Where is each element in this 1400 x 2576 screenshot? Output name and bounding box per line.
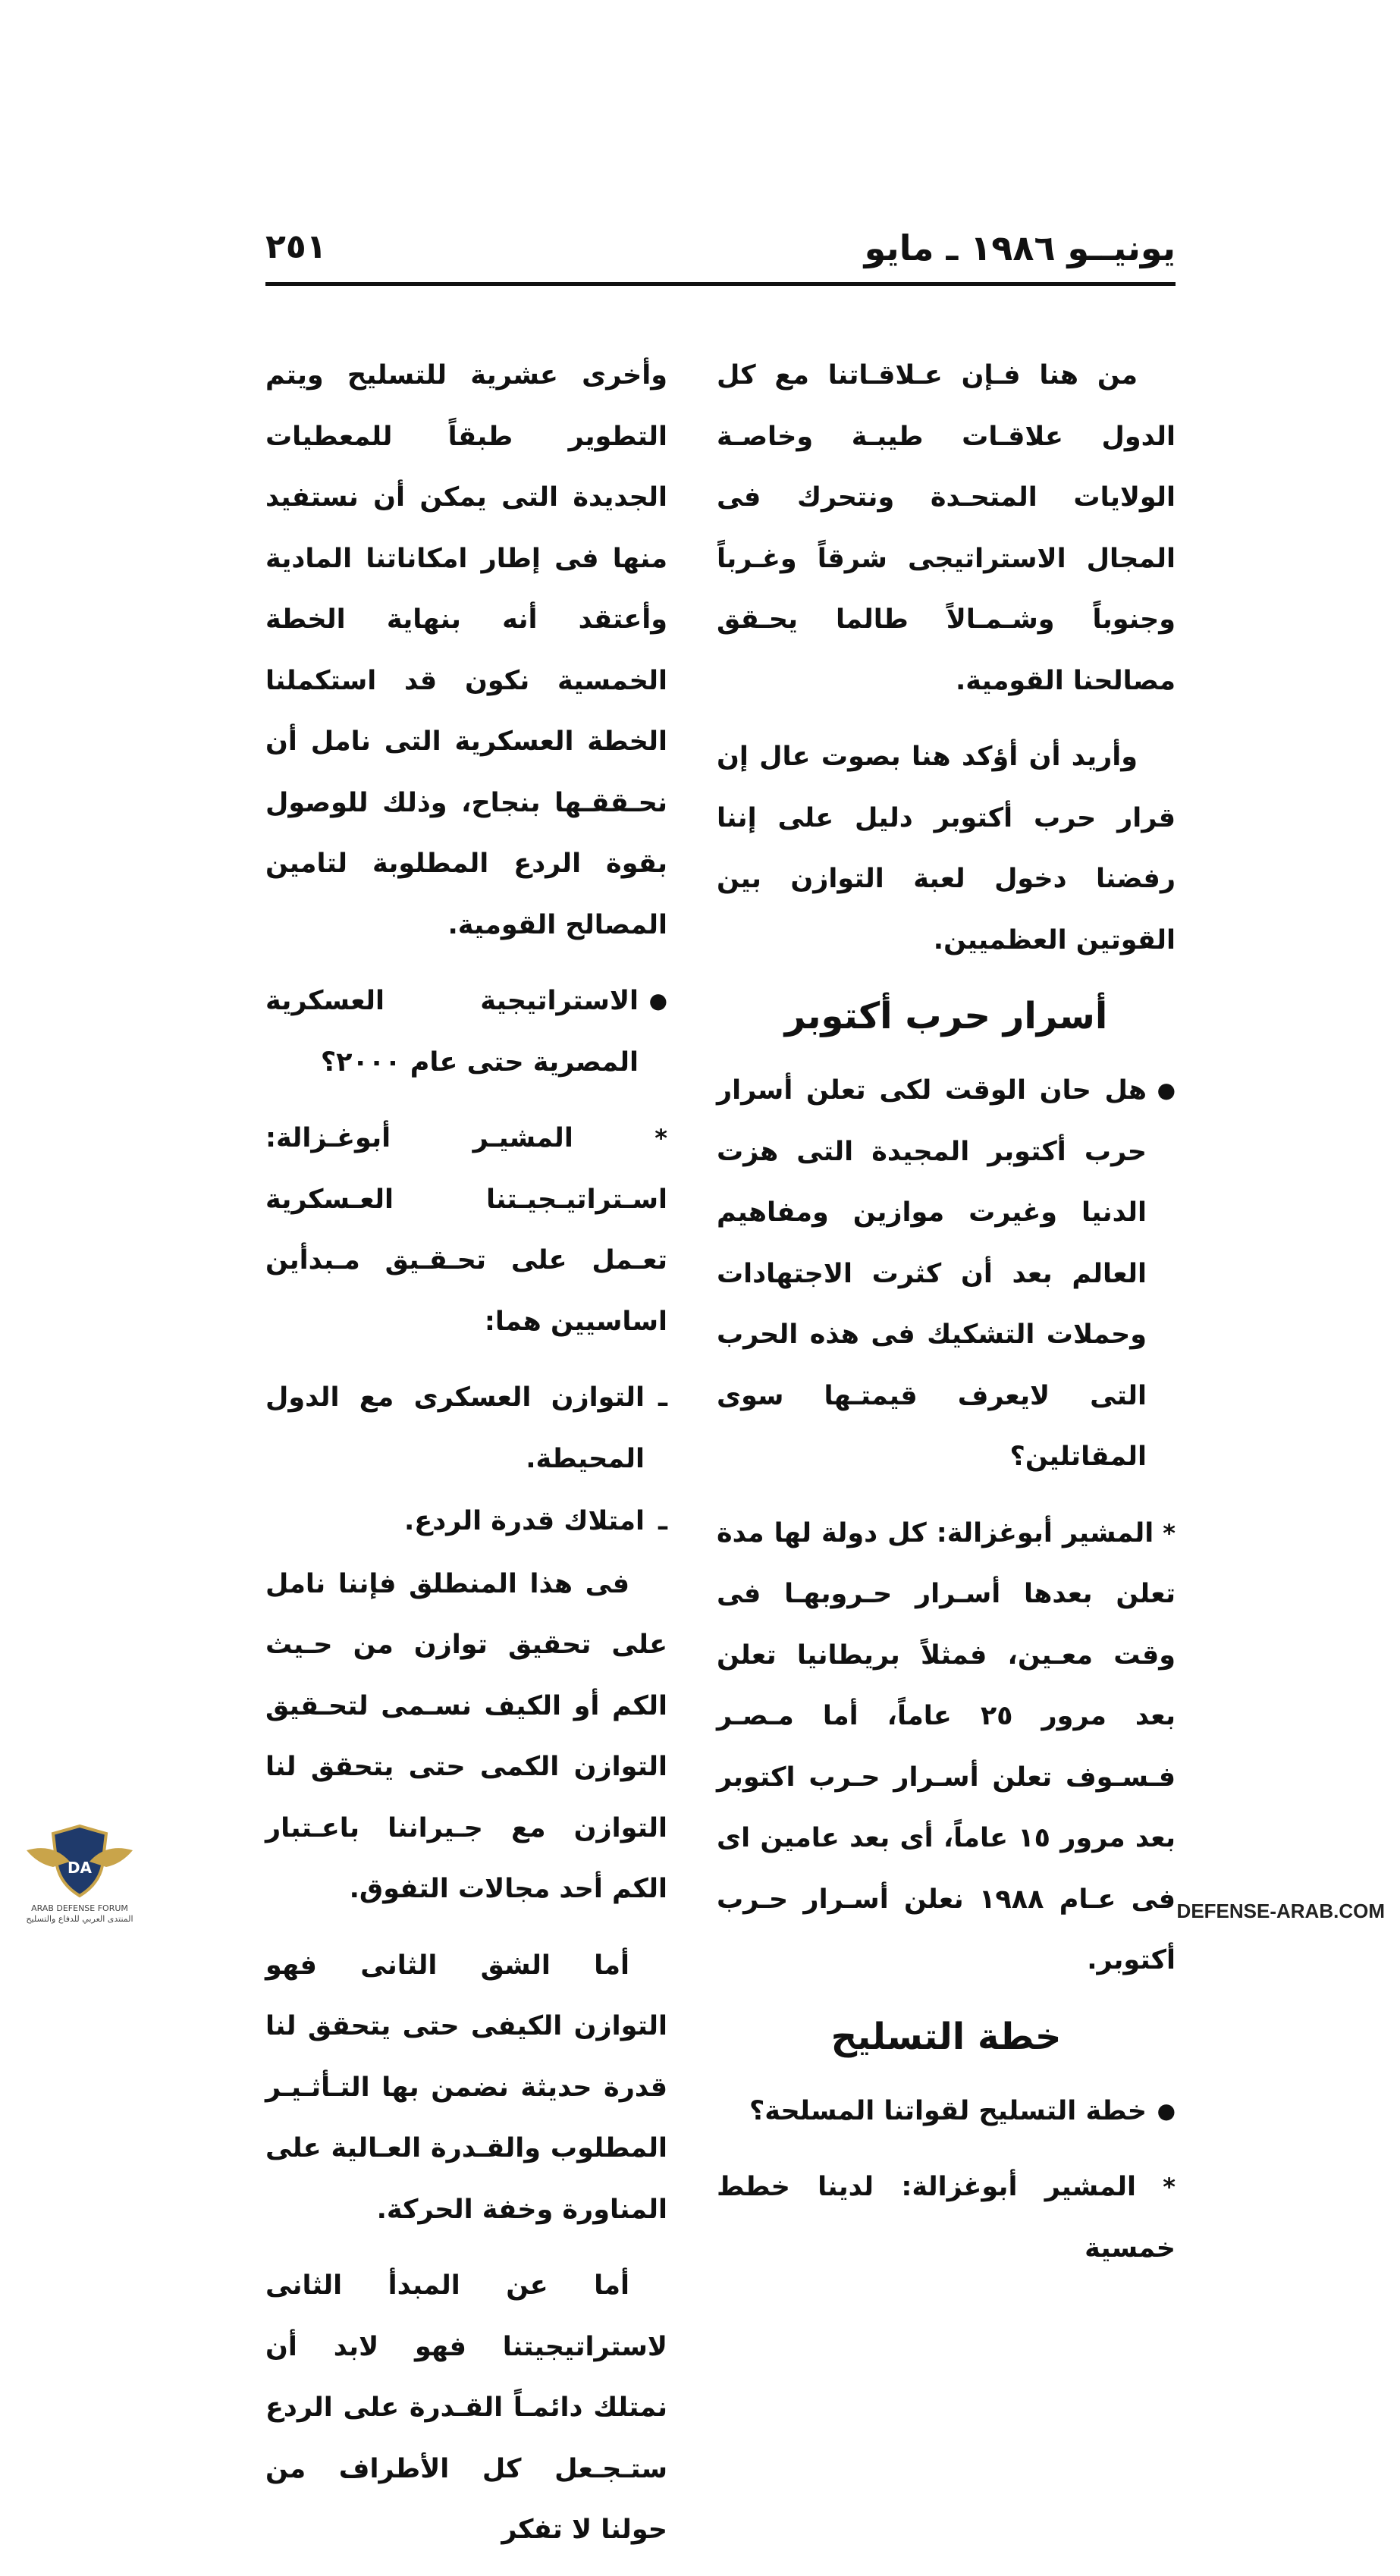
paragraph: من هنا فـإن عـلاقـاتنا مع كل الدول علاقـات طيبـة وخاصـة الولايات المتحـدة ونتحرك فى المجال الاستراتيجى شرقاً وغـرباً وجنوباً وشـمـالاً طالما يحـقق مصالحنا القومية.: [717, 360, 1176, 696]
bullet-icon: ●: [648, 988, 667, 1013]
answer-paragraph: [717, 1503, 1176, 1991]
paragraph: وأريد أن أؤكد هنا بصوت عال إن قرار حرب أكتوبر دليل على إننا رفضنا دخول لعبة التوازن بين القوتين العظميين.: [717, 742, 1176, 955]
logo-caption-en: ARAB DEFENSE FORUM: [31, 1903, 128, 1913]
answer-text: المشيـر أبوغـزالة: اسـتراتيـجيـتنا العـسكرية تعـمل على تحـقـيق مـبدأين اساسيين هما:: [265, 1123, 667, 1337]
paragraph: فى هذا المنطلق فإننا نامل على تحقيق توازن من حـيث الكم أو الكيف نسـمى لتحـقيق التوازن الكمى حتى يتحقق لنا التوازن مع جـيراننا باعـتبار الكم أحد مجالات التفوق.: [265, 1568, 667, 1904]
issue-date-title: يونيــو ١٩٨٦ ـ مايو: [864, 227, 1176, 268]
dash-icon: ـ: [658, 1382, 667, 1413]
page-number: ٢٥١: [265, 227, 327, 266]
left-column: [265, 345, 667, 2576]
question-bullet: [717, 1060, 1176, 1488]
star-icon: *: [1154, 1518, 1176, 1548]
list-item-text: التوازن العسكرى مع الدول المحيطة.: [265, 1382, 645, 1474]
section-heading: أسرار حرب أكتوبر: [784, 995, 1108, 1037]
list-item-text: امتلاك قدرة الردع.: [404, 1506, 645, 1536]
arab-defense-forum-logo: [23, 1820, 137, 1930]
logo-caption-ar: المنتدى العربي للدفاع والتسليح: [26, 1914, 133, 1924]
question-text: خطة التسليح لقواتنا المسلحة؟: [749, 2095, 1147, 2126]
shield-eagle-icon: [23, 1820, 137, 1903]
answer-text: المشير أبوغزالة: كل دولة لها مدة تعلن بعدها أسـرار حـروبهـا فى وقت معـين، فمثلاً بريطانيا تعلن بعد مرور ٢٥ عاماً، أما مـصـر فـسـوف تعلن أسـرار حـرب اكتوبر بعد مرور ١٥ عاماً، أى بعد عامين اى فى عـام ١٩٨٨ نعلن أسـرار حـرب أكتوبر.: [717, 1517, 1176, 1975]
section-heading: خطة التسليح: [830, 2015, 1062, 2058]
answer-paragraph: [265, 1108, 667, 1352]
bullet-icon: ●: [1157, 1078, 1176, 1103]
question-text: الاستراتيجية العسكرية المصرية حتى عام ٢٠٠٠؟: [265, 986, 639, 1078]
answer-text: المشير أبوغزالة: لدينا خطط خمسية: [717, 2172, 1176, 2264]
question-bullet: [717, 2081, 1176, 2142]
list-item: [265, 1367, 667, 1489]
question-bullet: [265, 971, 667, 1093]
dash-icon: ـ: [658, 1506, 667, 1536]
header-rule: [265, 282, 1176, 286]
logo-mark: DA: [67, 1859, 93, 1877]
question-text: هل حان الوقت لكى تعلن أسرار حرب أكتوبر المجيدة التى هزت الدنيا وغيرت موازين ومفاهيم العالم بعد أن كثرت الاجتهادات وحملات التشكيك فى هذه الحرب التى لايعرف قيمتـها سوى المقاتلين؟: [717, 1075, 1147, 1472]
answer-paragraph: [717, 2157, 1176, 2279]
star-icon: *: [1136, 2173, 1176, 2201]
bullet-icon: ●: [1157, 2098, 1176, 2123]
list-item: [265, 1491, 667, 1552]
paragraph: أما الشق الثانى فهو التوازن الكيفى حتى يتحقق لنا قدرة حديثة نضمن بها التـأثـيـر المطلوب والقـدرة العـالية على المناورة وخفة الحركة.: [265, 1950, 667, 2225]
paragraph: أما عن المبدأ الثانى لاستراتيجيتنا فهو لابد أن نمتلك دائمـاً القـدرة على الردع ستـجـعل كل الأطراف من حولنا لا تفكر: [265, 2270, 667, 2545]
right-column: [717, 345, 1176, 2294]
site-watermark: DEFENSE-ARAB.COM: [1176, 1900, 1385, 1922]
paragraph: وأخرى عشرية للتسليح ويتم التطوير طبقاً للمعطيات الجديدة التى يمكن أن نستفيد منها فى إطار امكاناتنا المادية وأعتقد أنه بنهاية الخطة الخمسية نكون قد استكملنا الخطة العسكرية التى نامل أن نحـققـها بنجاح، وذلك للوصول بقوة الردع المطلوبة لتامين المصالح القومية.: [265, 360, 667, 940]
star-icon: *: [573, 1124, 668, 1153]
page-header: [265, 220, 1176, 288]
